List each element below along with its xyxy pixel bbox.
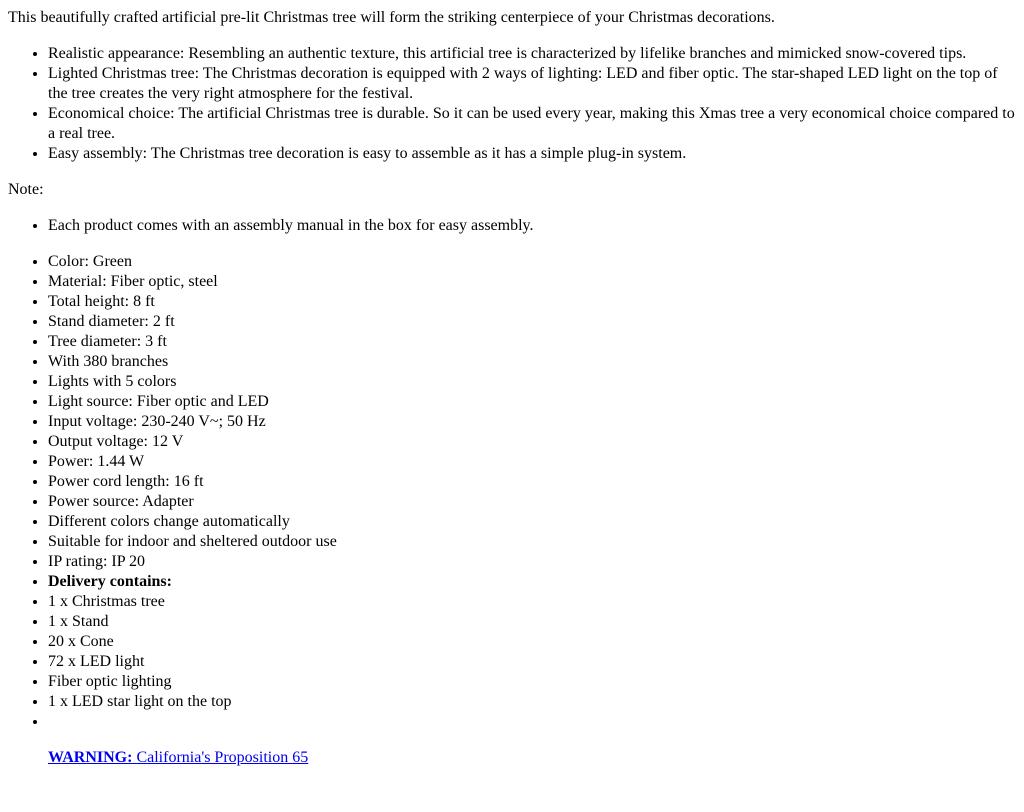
prop65-warning-link[interactable] <box>48 749 308 766</box>
list-item: • 1 x Stand <box>48 612 1016 632</box>
list-item: • Fiber optic lighting <box>48 672 1016 692</box>
list-item: • Easy assembly: The Christmas tree decoration is easy to assemble as it has a simple plug-in system. <box>48 144 1016 164</box>
list-item: • Lighted Christmas tree: The Christmas decoration is equipped with 2 ways of lighting: LED and fiber optic. The star-shaped LED light on the top of the tree creates the very right atmosphere for the festival. <box>48 64 1016 104</box>
spec-list <box>8 252 1016 732</box>
list-item: • Power: 1.44 W <box>48 452 1016 472</box>
list-item: • Suitable for indoor and sheltered outdoor use <box>48 532 1016 552</box>
list-item: • Material: Fiber optic, steel <box>48 272 1016 292</box>
list-item: • Tree diameter: 3 ft <box>48 332 1016 352</box>
list-item: • Each product comes with an assembly manual in the box for easy assembly. <box>48 216 1016 236</box>
list-item: • Total height: 8 ft <box>48 292 1016 312</box>
list-item: • Light source: Fiber optic and LED <box>48 392 1016 412</box>
list-item: • Power cord length: 16 ft <box>48 472 1016 492</box>
list-item: • Economical choice: The artificial Christmas tree is durable. So it can be used every year, making this Xmas tree a very economical choice compared to a real tree. <box>48 104 1016 144</box>
warning-paragraph <box>48 748 1016 768</box>
list-item: • Different colors change automatically <box>48 512 1016 532</box>
list-item: • Input voltage: 230-240 V~; 50 Hz <box>48 412 1016 432</box>
list-item: • Color: Green <box>48 252 1016 272</box>
list-item: • 1 x Christmas tree <box>48 592 1016 612</box>
list-item: • Power source: Adapter <box>48 492 1016 512</box>
list-item: • IP rating: IP 20 <box>48 552 1016 572</box>
intro-paragraph: This beautifully crafted artificial pre-lit Christmas tree will form the striking centerpiece of your Christmas decorations. <box>8 9 775 26</box>
note-list <box>8 216 1016 236</box>
list-item: • Lights with 5 colors <box>48 372 1016 392</box>
list-item <box>48 712 1016 732</box>
warning-label: WARNING: <box>48 749 133 766</box>
list-item: • 72 x LED light <box>48 652 1016 672</box>
list-item: • Stand diameter: 2 ft <box>48 312 1016 332</box>
warning-link-text: California's Proposition 65 <box>136 749 309 766</box>
list-item: • 1 x LED star light on the top <box>48 692 1016 712</box>
list-item: • 20 x Cone <box>48 632 1016 652</box>
list-item: • With 380 branches <box>48 352 1016 372</box>
list-item: • Realistic appearance: Resembling an authentic texture, this artificial tree is characterized by lifelike branches and mimicked snow-covered tips. <box>48 44 1016 64</box>
list-item: • Delivery contains: <box>48 572 1016 592</box>
note-label: Note: <box>8 181 44 198</box>
list-item: • Output voltage: 12 V <box>48 432 1016 452</box>
feature-list <box>8 44 1016 164</box>
